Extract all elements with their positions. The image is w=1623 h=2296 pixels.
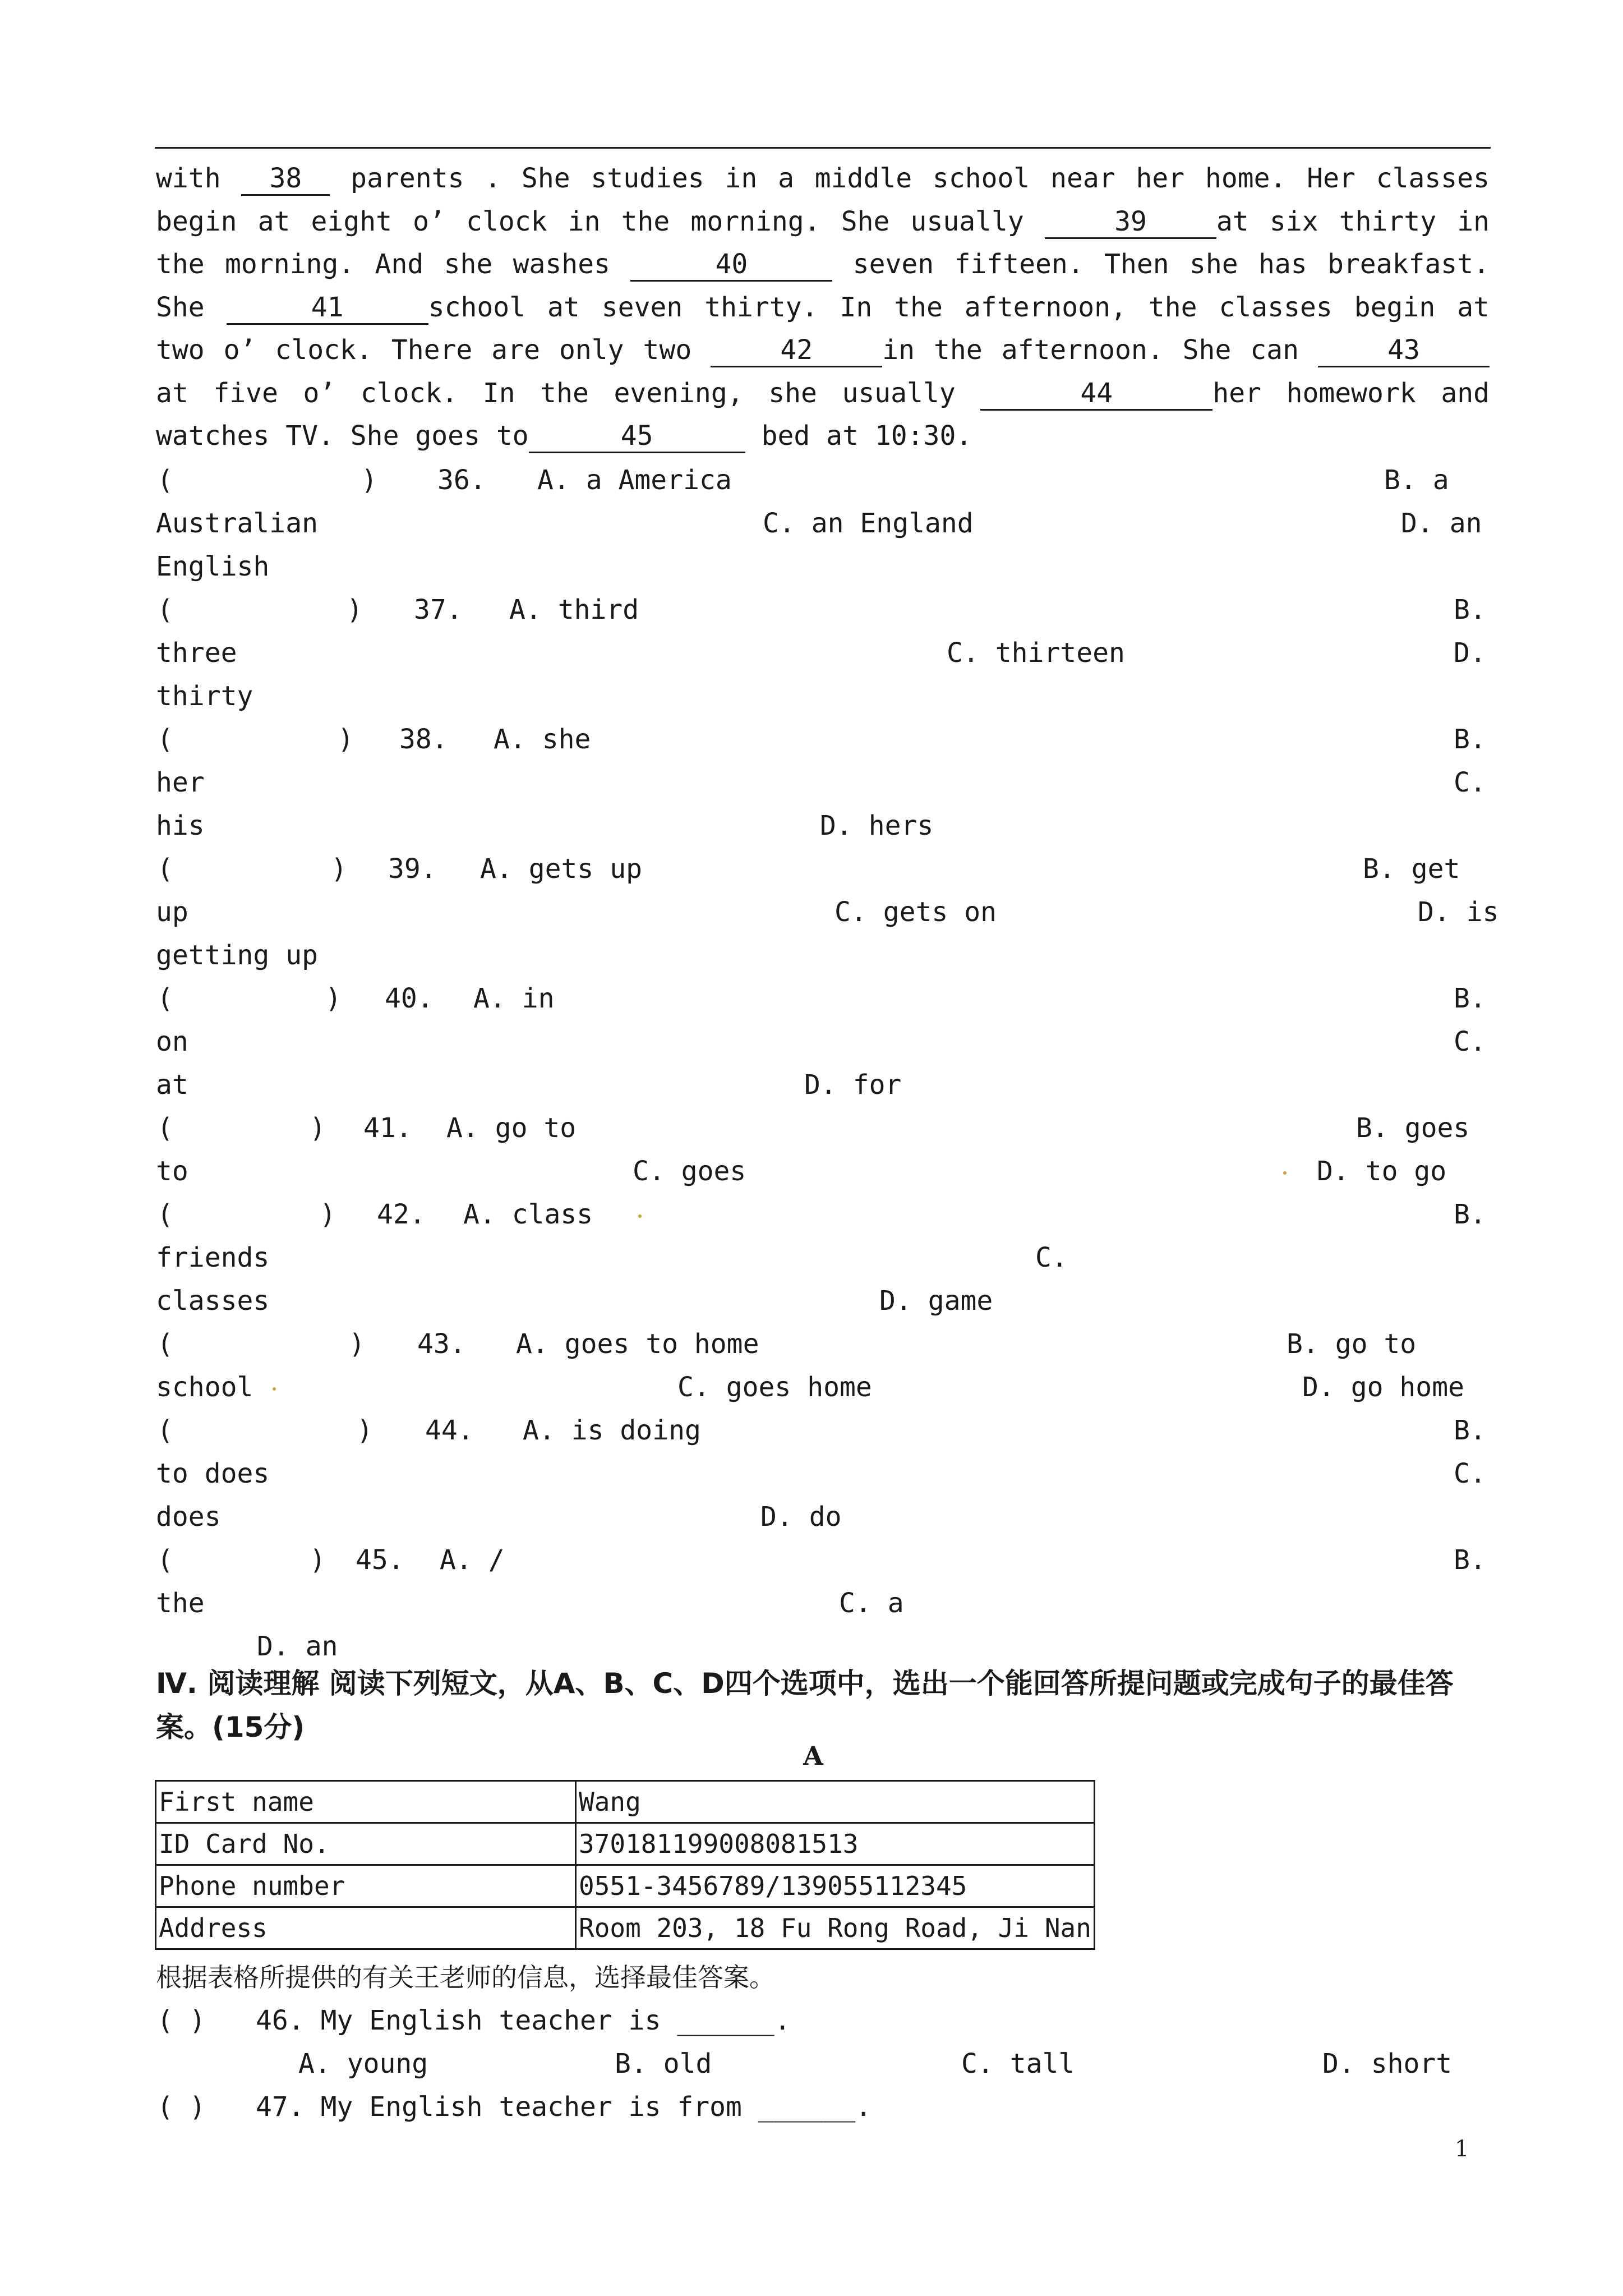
option-b: B. old — [615, 2048, 712, 2079]
option-a: A. goes to home — [516, 1328, 759, 1360]
option-d: D. for — [804, 1069, 902, 1101]
question-number: 39. — [388, 853, 437, 885]
option-a: A. / — [440, 1544, 505, 1576]
answer-paren-open[interactable]: ( — [157, 1415, 173, 1446]
question-39-cont — [156, 891, 1499, 933]
question-41 — [156, 1107, 1491, 1149]
option-d-continued: getting up — [156, 940, 318, 971]
option-d-continued: English — [156, 551, 270, 582]
passage-text: school at seven thirty. In the afternoon, the classes begin at two o’ clock. There are only two — [156, 291, 1490, 366]
option-d: D. hers — [820, 810, 934, 841]
option-d: D. an — [257, 1631, 338, 1662]
option-a: A. young — [298, 2048, 428, 2079]
table-cell-value: 0551-3456789/139055112345 — [576, 1865, 1095, 1907]
cloze-passage — [156, 157, 1490, 458]
answer-paren[interactable]: ( ) — [157, 2005, 206, 2036]
option-b: B. — [1454, 983, 1486, 1014]
passage-text: bed at 10:30. — [745, 420, 972, 452]
table-cell-label: ID Card No. — [156, 1823, 576, 1865]
option-c: C. — [1454, 1026, 1486, 1057]
option-d: D. short — [1322, 2048, 1453, 2079]
blank-39: 39 — [1045, 206, 1216, 239]
table-row — [156, 1907, 1095, 1949]
question-stem: 46. My English teacher is ______. — [256, 2005, 791, 2036]
table-cell-value: 370181199008081513 — [576, 1823, 1095, 1865]
question-41-cont — [156, 1150, 1491, 1193]
option-a: A. gets up — [480, 853, 642, 885]
option-d: D. go home — [1302, 1372, 1464, 1403]
answer-paren-open[interactable]: ( — [157, 1199, 173, 1230]
question-42-cont — [156, 1236, 1491, 1279]
option-d-continued: thirty — [156, 680, 253, 712]
passage-text: with — [156, 163, 242, 194]
question-43-cont — [156, 1366, 1491, 1409]
question-43 — [156, 1323, 1491, 1365]
option-b-continued: to does — [156, 1458, 270, 1489]
option-d: D. — [1454, 637, 1486, 669]
question-number: 44. — [425, 1415, 474, 1446]
question-number: 42. — [377, 1199, 426, 1230]
table-row — [156, 1823, 1095, 1865]
option-b: B. a — [1384, 464, 1449, 496]
scan-speck — [638, 1214, 642, 1218]
scan-speck — [273, 1387, 276, 1391]
question-44-cont — [156, 1452, 1491, 1495]
answer-paren-close: ) — [361, 464, 377, 496]
answer-paren[interactable]: ( ) — [157, 2091, 206, 2123]
answer-paren-open[interactable]: ( — [157, 983, 173, 1014]
option-a: A. in — [473, 983, 555, 1014]
blank-41: 41 — [227, 292, 428, 325]
table-cell-value: Wang — [576, 1781, 1095, 1823]
question-number: 40. — [385, 983, 434, 1014]
question-37 — [156, 588, 1491, 631]
answer-paren-close: ) — [310, 1544, 326, 1576]
question-number: 38. — [399, 724, 448, 755]
option-b: B. — [1454, 1199, 1486, 1230]
option-a: A. go to — [446, 1112, 577, 1144]
option-b: B. — [1454, 1544, 1486, 1576]
question-38-cont — [156, 761, 1491, 804]
option-d: D. an — [1401, 508, 1482, 539]
option-c: C. — [1035, 1242, 1068, 1273]
option-c: C. gets on — [834, 896, 997, 928]
option-c: C. tall — [961, 2048, 1075, 2079]
option-a: A. third — [509, 594, 639, 625]
header-rule — [155, 147, 1491, 149]
passage-text: at five o’ clock. In the evening, she usually — [156, 377, 981, 409]
question-38 — [156, 718, 1491, 761]
question-stem: 47. My English teacher is from ______. — [256, 2091, 872, 2123]
table-cell-label: Phone number — [156, 1865, 576, 1907]
page-number: 1 — [1455, 2136, 1469, 2162]
option-a: A. she — [494, 724, 591, 755]
option-b: B. — [1454, 594, 1486, 625]
passage-text: her homework and watches TV. She goes to — [156, 377, 1490, 452]
question-36 — [156, 459, 1491, 501]
question-37-cont2 — [156, 675, 1491, 717]
option-b: B. go to — [1287, 1328, 1417, 1360]
blank-40: 40 — [630, 249, 832, 282]
question-44 — [156, 1409, 1491, 1452]
answer-paren-open[interactable]: ( — [157, 594, 173, 625]
question-40-cont — [156, 1020, 1491, 1063]
section-heading: Ⅳ. 阅读理解 阅读下列短文，从A、B、C、D四个选项中，选出一个能回答所提问题或完成句子的最佳答案。(15分) — [156, 1667, 1454, 1743]
option-b: B. — [1454, 724, 1486, 755]
question-number: 45. — [356, 1544, 404, 1576]
answer-paren-close: ) — [325, 983, 342, 1014]
question-46-options — [156, 2042, 1491, 2085]
option-c-continued: his — [156, 810, 205, 841]
question-number: 43. — [417, 1328, 466, 1360]
question-36-cont — [156, 502, 1491, 545]
option-b-continued: Australian — [156, 508, 318, 539]
option-b: B. — [1454, 1415, 1486, 1446]
option-b: B. goes — [1356, 1112, 1470, 1144]
option-d: D. game — [879, 1285, 993, 1317]
option-b-continued: friends — [156, 1242, 270, 1273]
question-47 — [156, 2086, 1491, 2128]
question-46 — [156, 1999, 1491, 2042]
option-c: C. an England — [763, 508, 974, 539]
answer-paren-open[interactable]: ( — [157, 1544, 173, 1576]
question-44-cont2 — [156, 1496, 1491, 1538]
passage-text: in the afternoon. She can — [882, 334, 1318, 366]
blank-45: 45 — [529, 420, 745, 453]
question-42-cont2 — [156, 1280, 1491, 1322]
option-b-continued: three — [156, 637, 237, 669]
option-c: C. — [1454, 767, 1486, 798]
answer-paren-close: ) — [338, 724, 354, 755]
question-39 — [156, 848, 1491, 890]
table-cell-value: Room 203, 18 Fu Rong Road, Ji Nan — [576, 1907, 1095, 1949]
answer-paren-close: ) — [347, 594, 363, 625]
option-c-continued: at — [156, 1069, 188, 1101]
option-d: D. is — [1418, 896, 1499, 928]
question-number: 36. — [437, 464, 486, 496]
answer-paren-open[interactable]: ( — [157, 1112, 173, 1144]
question-40 — [156, 977, 1491, 1020]
answer-paren-open[interactable]: ( — [157, 1328, 173, 1360]
answer-paren-close: ) — [331, 853, 347, 885]
answer-paren-close: ) — [310, 1112, 326, 1144]
passage-text: seven fifteen. Then she has breakfast. She — [156, 249, 1490, 323]
answer-paren-open[interactable]: ( — [157, 464, 173, 496]
question-42 — [156, 1193, 1491, 1236]
question-45 — [156, 1539, 1491, 1581]
option-b-continued: on — [156, 1026, 188, 1057]
option-a: A. a America — [537, 464, 732, 496]
option-c: C. — [1454, 1458, 1486, 1489]
question-40-cont2 — [156, 1064, 1491, 1106]
option-c-continued: does — [156, 1501, 221, 1533]
option-c: C. a — [839, 1588, 904, 1619]
answer-paren-open[interactable]: ( — [157, 724, 173, 755]
question-number: 37. — [414, 594, 463, 625]
question-45-cont — [156, 1582, 1491, 1625]
answer-paren-close: ) — [349, 1328, 365, 1360]
option-a: A. is doing — [523, 1415, 701, 1446]
teacher-info-table — [155, 1780, 1095, 1950]
table-cell-label: Address — [156, 1907, 576, 1949]
passage-text: parents . She studies in a middle school near her home. Her classes begin at eight o’ clock in the morning. She usually — [156, 163, 1490, 237]
passage-label: A — [803, 1741, 823, 1771]
option-d: D. to go — [1317, 1156, 1447, 1187]
scan-speck — [1283, 1171, 1287, 1175]
table-cell-label: First name — [156, 1781, 576, 1823]
option-b-continued: to — [156, 1156, 188, 1187]
blank-42: 42 — [711, 334, 882, 367]
answer-paren-close: ) — [357, 1415, 373, 1446]
passage-text: at six thirty in the morning. And she washes — [156, 205, 1490, 280]
blank-38: 38 — [241, 163, 330, 196]
option-b-continued: the — [156, 1588, 205, 1619]
option-a: A. class — [463, 1199, 593, 1230]
option-c-continued: classes — [156, 1285, 270, 1317]
blank-43: 43 — [1318, 334, 1490, 367]
blank-44: 44 — [980, 378, 1212, 411]
table-row — [156, 1865, 1095, 1907]
answer-paren-open[interactable]: ( — [157, 853, 173, 885]
option-c: C. goes — [633, 1156, 746, 1187]
question-37-cont — [156, 632, 1491, 674]
question-number: 41. — [363, 1112, 412, 1144]
answer-paren-close: ) — [320, 1199, 336, 1230]
table-instruction: 根据表格所提供的有关王老师的信息，选择最佳答案。 — [156, 1962, 775, 1993]
option-b-continued: school — [156, 1372, 253, 1403]
question-39-cont2 — [156, 934, 1491, 977]
question-38-cont2 — [156, 804, 1491, 847]
option-b-continued: up — [156, 896, 188, 928]
option-c: C. goes home — [677, 1372, 872, 1403]
table-row — [156, 1781, 1095, 1823]
option-b: B. get — [1363, 853, 1460, 885]
option-c: C. thirteen — [947, 637, 1125, 669]
option-b-continued: her — [156, 767, 205, 798]
question-36-cont2 — [156, 545, 1491, 588]
option-d: D. do — [760, 1501, 842, 1533]
